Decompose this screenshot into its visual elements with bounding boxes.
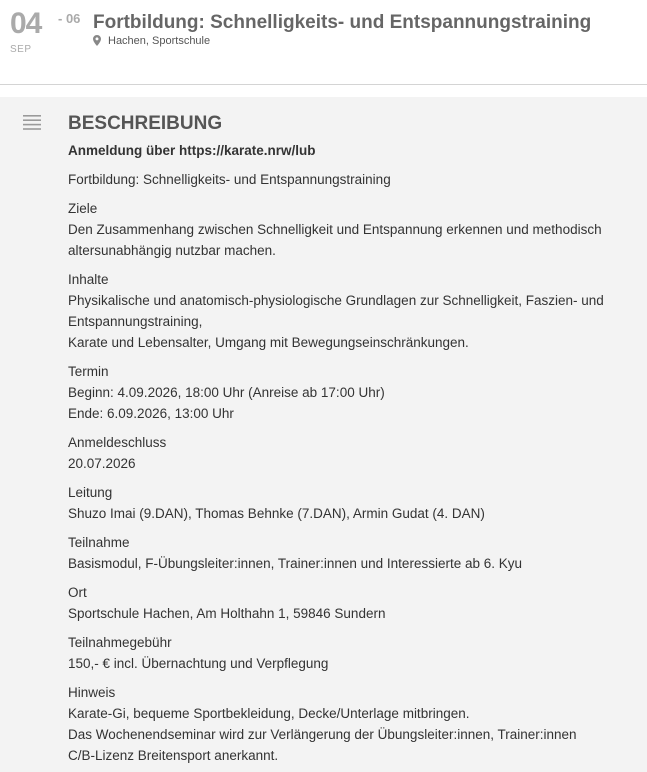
map-pin-icon [93,35,101,46]
gebuehr-label: Teilnahmegebühr [68,635,172,650]
termin-label: Termin [68,364,109,379]
gebuehr-value: 150,- € incl. Übernachtung und Verpflegung [68,656,329,671]
section-heading: BESCHREIBUNG [68,113,223,134]
description-content [68,113,638,766]
hinweis-label: Hinweis [68,685,116,700]
inhalte-block [68,269,638,353]
ziele-block [68,198,638,261]
anmeldeschluss-block [68,432,638,474]
termin-start: Beginn: 4.09.2026, 18:00 Uhr (Anreise ab 17:00 Uhr) [68,385,385,400]
teilnahme-label: Teilnahme [68,535,130,550]
leitung-value: Shuzo Imai (9.DAN), Thomas Behnke (7.DAN), Armin Gudat (4. DAN) [68,506,485,521]
registration-text: Anmeldung über https://karate.nrw/lub [68,143,316,158]
event-header [0,0,647,85]
event-day-start: 04 [10,7,42,40]
leitung-block [68,482,638,524]
hinweis-block [68,682,638,766]
ziele-label: Ziele [68,201,98,216]
subtitle-text: Fortbildung: Schnelligkeits- und Entspannungstraining [68,172,391,187]
hinweis-line: Das Wochenendseminar wird zur Verlängerung der Übungsleiter:innen, Trainer:innen [68,727,577,742]
teilnahme-block [68,532,638,574]
leitung-label: Leitung [68,485,113,500]
inhalte-line: Entspannungstraining, [68,314,203,329]
description-panel [0,97,647,772]
event-title[interactable]: Fortbildung: Schnelligkeits- und Entspannungstraining [93,12,592,33]
inhalte-line: Physikalische und anatomisch-physiologische Grundlagen zur Schnelligkeit, Faszien- und [68,293,604,308]
list-icon [23,115,41,130]
termin-end: Ende: 6.09.2026, 13:00 Uhr [68,406,234,421]
event-month: SEP [10,44,32,55]
event-location-text: Hachen, Sportschule [108,35,211,47]
ziele-line: altersunabhängig nutzbar machen. [68,243,276,258]
hinweis-line: Karate-Gi, bequeme Sportbekleidung, Decke/Unterlage mitbringen. [68,706,470,721]
event-location [93,35,210,47]
inhalte-line: Karate und Lebensalter, Umgang mit Bewegungseinschränkungen. [68,335,469,350]
ziele-line: Den Zusammenhang zwischen Schnelligkeit und Entspannung erkennen und methodisch [68,222,602,237]
ort-label: Ort [68,585,87,600]
hinweis-line: C/B-Lizenz Breitensport anerkannt. [68,748,279,763]
ort-value: Sportschule Hachen, Am Holthahn 1, 59846 Sundern [68,606,386,621]
teilnahme-value: Basismodul, F-Übungsleiter:innen, Trainer:innen und Interessierte ab 6. Kyu [68,556,522,571]
event-day-end: - 06 [58,11,81,26]
inhalte-label: Inhalte [68,272,109,287]
anmeldeschluss-value: 20.07.2026 [68,456,136,471]
ort-block [68,582,638,624]
gebuehr-block [68,632,638,674]
anmeldeschluss-label: Anmeldeschluss [68,435,167,450]
termin-block [68,361,638,424]
